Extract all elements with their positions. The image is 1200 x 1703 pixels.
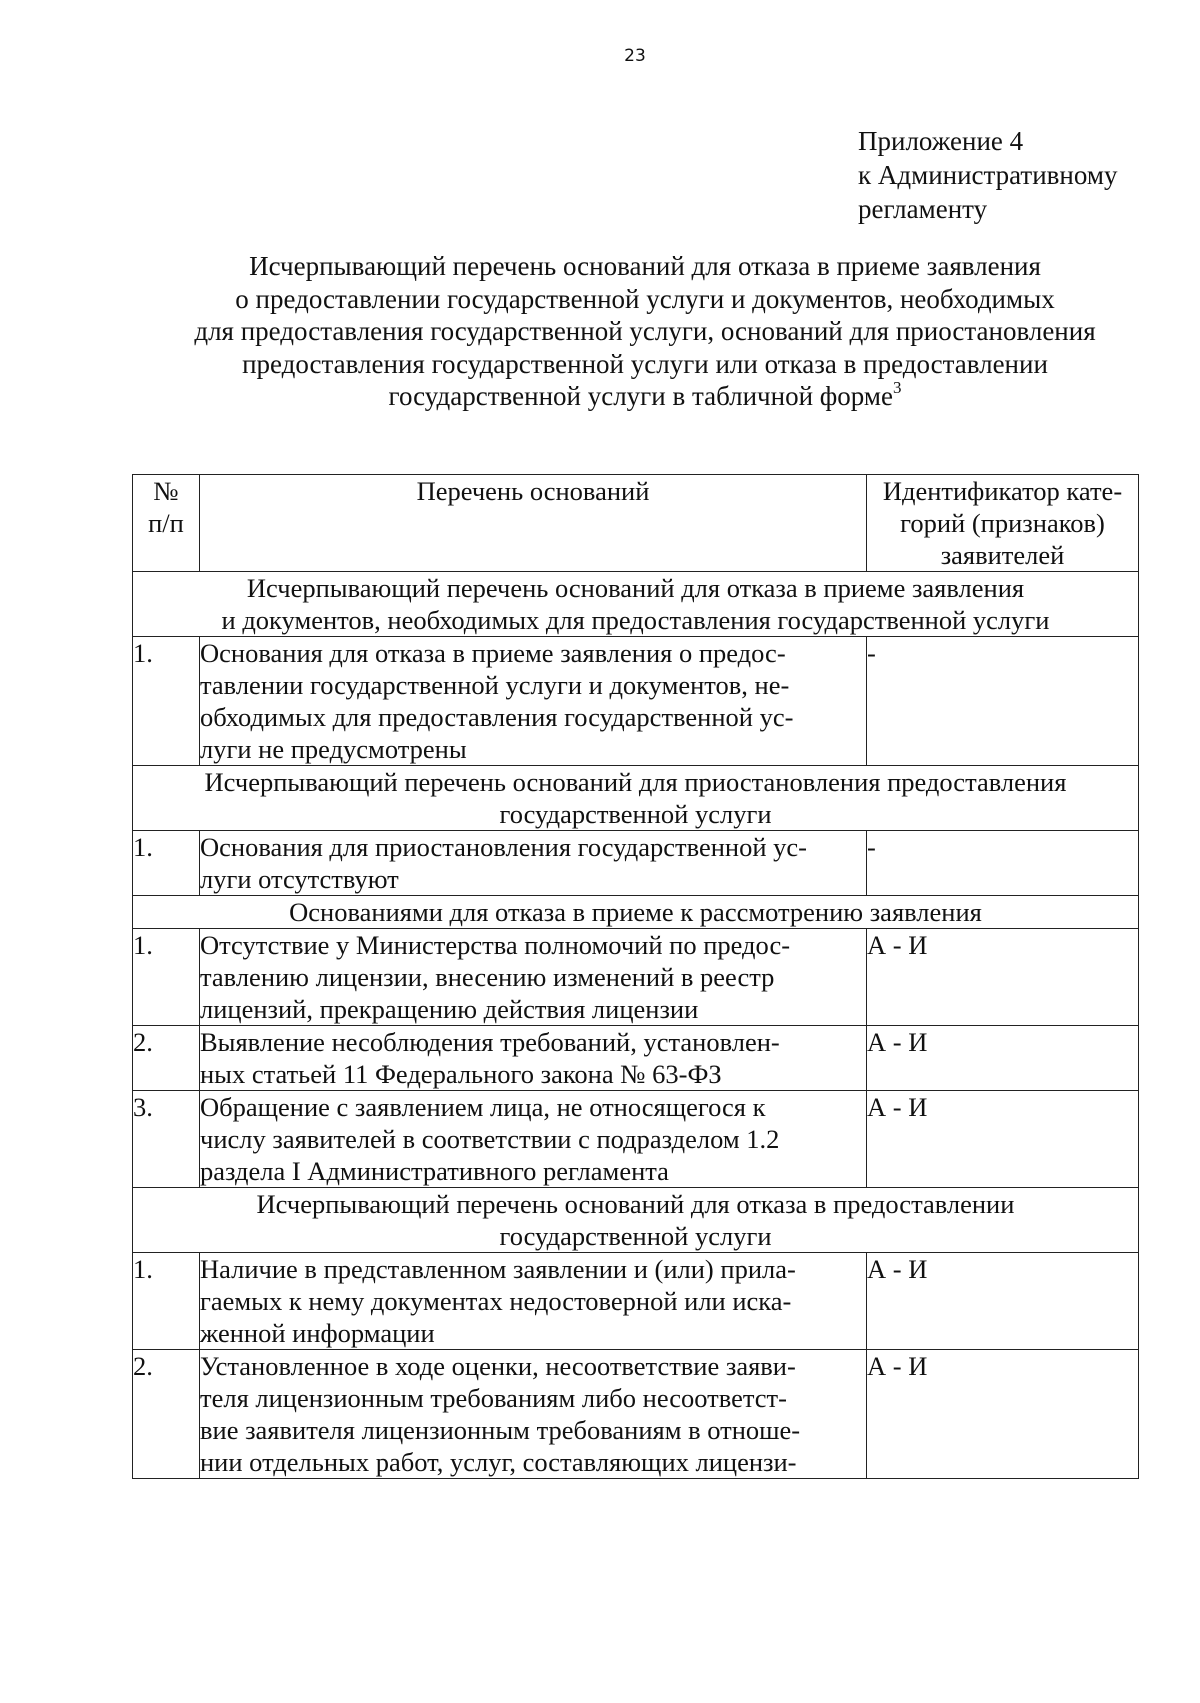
row-grounds-text	[200, 929, 867, 1026]
row-text-line: луги отсутствуют	[200, 864, 399, 894]
row-category: -	[867, 831, 1139, 896]
title-last-line	[120, 380, 1170, 413]
row-grounds-text	[200, 1026, 867, 1091]
section-heading-line: и документов, необходимых для предоставления государственной услуги	[221, 605, 1050, 635]
table-row	[133, 1026, 1139, 1091]
appendix-reference	[858, 124, 1117, 226]
title-line: предоставления государственной услуги или отказа в предоставлении	[242, 348, 1048, 379]
section-heading	[133, 766, 1139, 831]
appendix-line: регламенту	[858, 194, 988, 224]
row-text-line: числу заявителей в соответствии с подразделом 1.2	[200, 1124, 780, 1154]
row-category: -	[867, 637, 1139, 766]
table-row	[133, 637, 1139, 766]
table-row	[133, 1350, 1139, 1479]
row-number: 1.	[133, 929, 200, 1026]
section-heading	[133, 572, 1139, 637]
row-text-line: нии отдельных работ, услуг, составляющих лицензи-	[200, 1447, 797, 1477]
header-number-line: п/п	[148, 508, 184, 538]
row-category: А - И	[867, 929, 1139, 1026]
section-heading-line: Исчерпывающий перечень оснований для приостановления предоставления	[204, 767, 1067, 797]
table-row	[133, 831, 1139, 896]
table-row	[133, 1091, 1139, 1188]
row-category: А - И	[867, 1026, 1139, 1091]
row-text-line: Отсутствие у Министерства полномочий по предос-	[200, 930, 791, 960]
title-line: государственной услуги в табличной форме	[388, 381, 893, 411]
row-grounds-text	[200, 831, 867, 896]
row-grounds-text	[200, 1091, 867, 1188]
header-number-line: №	[153, 476, 179, 506]
document-title	[120, 250, 1170, 413]
section-heading	[133, 1188, 1139, 1253]
row-grounds-text	[200, 637, 867, 766]
header-row	[133, 475, 1139, 572]
row-text-line: тавлению лицензии, внесению изменений в реестр	[200, 962, 775, 992]
row-text-line: вие заявителя лицензионным требованиям в отноше-	[200, 1415, 801, 1445]
section-heading-line: Исчерпывающий перечень оснований для отказа в приеме заявления	[246, 573, 1025, 603]
row-category: А - И	[867, 1253, 1139, 1350]
row-text-line: Основания для отказа в приеме заявления о предос-	[200, 638, 786, 668]
row-number: 3.	[133, 1091, 200, 1188]
row-text-line: тавлении государственной услуги и документов, не-	[200, 670, 790, 700]
row-text-line: гаемых к нему документах недостоверной или иска-	[200, 1286, 792, 1316]
header-grounds-line: Перечень оснований	[416, 476, 650, 506]
section-heading-row	[133, 572, 1139, 637]
row-text-line: лицензий, прекращению действия лицензии	[200, 994, 699, 1024]
header-category-line: горий (признаков)	[900, 508, 1105, 538]
section-heading-line: государственной услуги	[499, 1221, 772, 1251]
row-grounds-text	[200, 1253, 867, 1350]
title-line: Исчерпывающий перечень оснований для отказа в приеме заявления	[249, 251, 1041, 281]
row-number: 1.	[133, 1253, 200, 1350]
row-text-line: обходимых для предоставления государственной ус-	[200, 702, 794, 732]
row-category: А - И	[867, 1091, 1139, 1188]
row-number: 2.	[133, 1026, 200, 1091]
section-heading-row	[133, 896, 1139, 929]
grounds-table-body	[133, 475, 1139, 1479]
row-category: А - И	[867, 1350, 1139, 1479]
appendix-line: Приложение 4	[858, 126, 1024, 156]
title-line: для предоставления государственной услуги, оснований для приостановления	[194, 316, 1096, 346]
header-category-line: заявителей	[940, 540, 1065, 570]
row-text-line: Обращение с заявлением лица, не относящегося к	[200, 1092, 766, 1122]
header-number	[133, 475, 200, 572]
section-heading-line: государственной услуги	[499, 799, 772, 829]
row-text-line: теля лицензионным требованиям либо несоответст-	[200, 1383, 787, 1413]
header-grounds	[200, 475, 867, 572]
section-heading-row	[133, 1188, 1139, 1253]
row-text-line: Выявление несоблюдения требований, установлен-	[200, 1027, 780, 1057]
section-heading-line: Исчерпывающий перечень оснований для отказа в предоставлении	[256, 1189, 1015, 1219]
section-heading	[133, 896, 1139, 929]
row-text-line: ных статьей 11 Федерального закона № 63-ФЗ	[200, 1059, 722, 1089]
table-row	[133, 1253, 1139, 1350]
row-text-line: Основания для приостановления государственной ус-	[200, 832, 807, 862]
row-number: 2.	[133, 1350, 200, 1479]
row-text-line: женной информации	[200, 1318, 435, 1348]
table-row	[133, 929, 1139, 1026]
row-text-line: Установленное в ходе оценки, несоответствие заяви-	[200, 1351, 796, 1381]
appendix-line: к Административному	[858, 160, 1118, 190]
row-text-line: Наличие в представленном заявлении и (или) прила-	[200, 1254, 796, 1284]
grounds-table	[132, 474, 1139, 1479]
row-text-line: раздела I Административного регламента	[200, 1156, 669, 1186]
footnote-mark: 3	[892, 378, 902, 397]
row-number: 1.	[133, 831, 200, 896]
page-number: 23	[624, 46, 646, 66]
row-text-line: луги не предусмотрены	[200, 734, 467, 764]
title-line: о предоставлении государственной услуги и документов, необходимых	[235, 283, 1055, 314]
section-heading-line: Основаниями для отказа в приеме к рассмотрению заявления	[289, 897, 982, 927]
header-category	[867, 475, 1139, 572]
row-grounds-text	[200, 1350, 867, 1479]
row-number: 1.	[133, 637, 200, 766]
section-heading-row	[133, 766, 1139, 831]
header-category-line: Идентификатор кате-	[882, 476, 1123, 506]
